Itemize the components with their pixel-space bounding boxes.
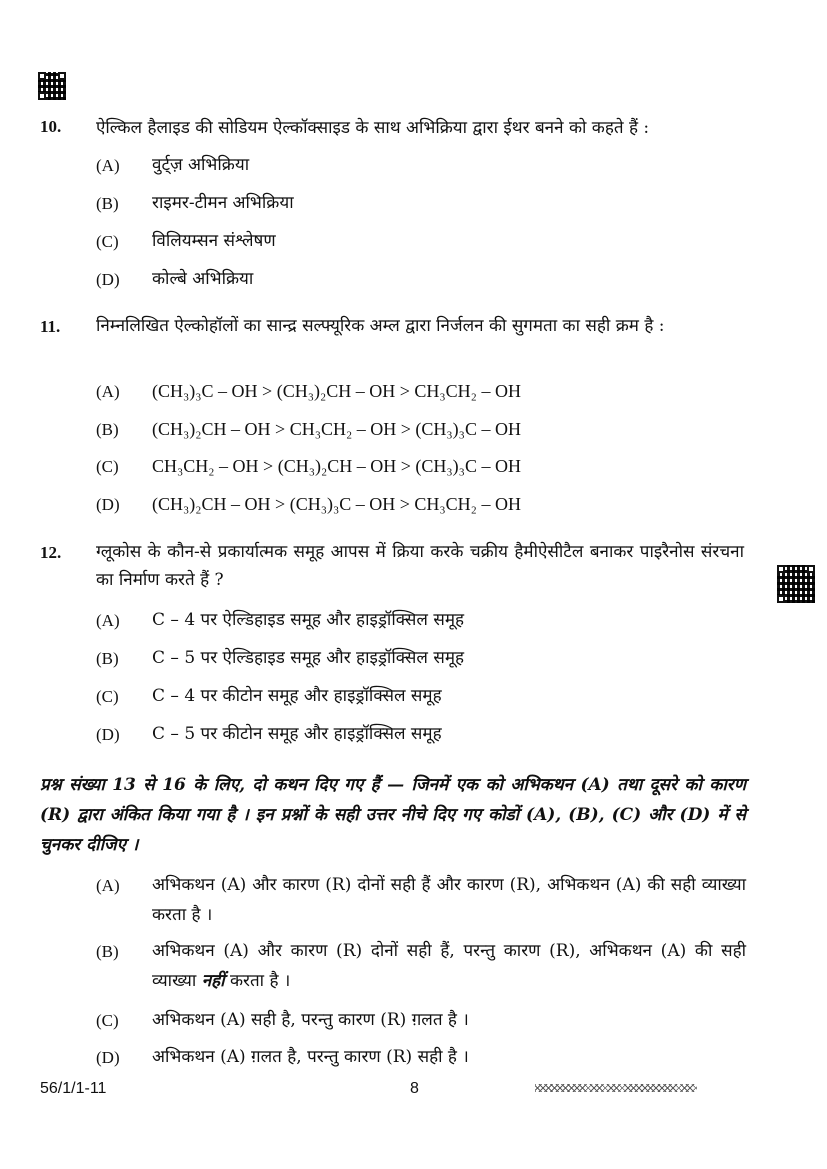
- question-number: 12.: [40, 543, 62, 562]
- option: [96, 382, 746, 406]
- option-text: विलियम्सन संश्लेषण: [152, 231, 276, 251]
- option-label: (A): [96, 156, 120, 175]
- qr-code-right: [777, 565, 815, 603]
- question-text: ग्लूकोस के कौन-से प्रकार्यात्मक समूह आपस में क्रिया करके चक्रीय हैमीऐसीटैल बनाकर पाइरैनोस संरचना का निर्माण करते हैं ?: [96, 542, 744, 590]
- option: [96, 270, 746, 294]
- code-option: [96, 942, 746, 996]
- option-text-part: अभिकथन (A) और कारण (R) दोनों सही हैं, परन्तु कारण (R), अभिकथन (A) की सही व्याख्या: [152, 941, 746, 991]
- option-label: (A): [96, 382, 120, 401]
- option: [96, 194, 746, 218]
- page-number: 8: [410, 1080, 419, 1097]
- paper-code: 56/1/1-11: [40, 1080, 107, 1097]
- option: [96, 725, 746, 749]
- option-label: (C): [96, 687, 119, 706]
- option-text: (CH₃)₃C – OH > (CH₃)₂CH – OH > CH₃CH₂ – OH: [152, 381, 521, 401]
- option-label: (D): [96, 1048, 120, 1067]
- option-label: (B): [96, 420, 119, 439]
- option: [96, 495, 746, 519]
- code-option: [96, 876, 746, 930]
- option: [96, 156, 746, 180]
- option-text: अभिकथन (A) सही है, परन्तु कारण (R) ग़लत है ।: [152, 1010, 469, 1030]
- option-text: C – 5 पर ऐल्डिहाइड समूह और हाइड्रॉक्सिल समूह: [152, 648, 465, 668]
- option-text: (CH₃)₂CH – OH > CH₃CH₂ – OH > (CH₃)₃C – OH: [152, 419, 521, 439]
- option-text: वुर्ट्ज़ अभिक्रिया: [152, 155, 250, 175]
- option: [96, 420, 746, 444]
- option-label: (B): [96, 649, 119, 668]
- option-text: C – 4 पर कीटोन समूह और हाइड्रॉक्सिल समूह: [152, 686, 442, 706]
- decorative-wavy-line: [535, 1084, 697, 1092]
- question-number: 10.: [40, 117, 62, 136]
- option: [96, 457, 746, 481]
- question-text: निम्नलिखित ऐल्कोहॉलों का सान्द्र सल्फ्यूरिक अम्ल द्वारा निर्जलन की सुगमता का सही क्रम है :: [96, 316, 665, 336]
- option-text: (CH₃)₂CH – OH > (CH₃)₃C – OH > CH₃CH₂ – OH: [152, 494, 521, 514]
- option-label: (D): [96, 495, 120, 514]
- option-label: (C): [96, 1011, 119, 1030]
- option-text: राइमर-टीमन अभिक्रिया: [152, 193, 294, 213]
- assertion-reason-instruction: प्रश्न संख्या 13 से 16 के लिए, दो कथन दिए गए हैं — जिनमें एक को अभिकथन (A) तथा दूसरे को कारण (R) द्वारा अंकित किया गया है । इन प्रश्नों के सही उत्तर नीचे दिए गए कोडों (A), (B), (C) और (D) में से चुनकर दीजिए ।: [40, 775, 746, 855]
- option: [96, 611, 746, 635]
- option-label: (A): [96, 611, 120, 630]
- option-label: (C): [96, 457, 119, 476]
- option-text: C – 4 पर ऐल्डिहाइड समूह और हाइड्रॉक्सिल समूह: [152, 610, 465, 630]
- code-option: [96, 1048, 746, 1072]
- option-text-part: करता है ।: [224, 971, 291, 991]
- option-label: (D): [96, 725, 120, 744]
- option-text: CH₃CH₂ – OH > (CH₃)₂CH – OH > (CH₃)₃C – OH: [152, 456, 521, 476]
- option-text: कोल्बे अभिक्रिया: [152, 269, 254, 289]
- question-number: 11.: [40, 317, 61, 336]
- option-label: (B): [96, 942, 119, 961]
- emphasis-text: नहीं: [201, 971, 225, 991]
- option: [96, 687, 746, 711]
- option-label: (D): [96, 270, 120, 289]
- option-text: [152, 936, 746, 996]
- option-label: (C): [96, 232, 119, 251]
- option-text: C – 5 पर कीटोन समूह और हाइड्रॉक्सिल समूह: [152, 724, 442, 744]
- option-label: (A): [96, 876, 120, 895]
- question-text: ऐल्किल हैलाइड की सोडियम ऐल्कॉक्साइड के साथ अभिक्रिया द्वारा ईथर बनने को कहते हैं :: [96, 118, 650, 138]
- code-option: [96, 1011, 746, 1035]
- option: [96, 649, 746, 673]
- qr-code-top-left: [38, 72, 66, 100]
- option: [96, 232, 746, 256]
- option-text: अभिकथन (A) और कारण (R) दोनों सही हैं और कारण (R), अभिकथन (A) की सही व्याख्या करता है ।: [152, 875, 746, 925]
- option-text: अभिकथन (A) ग़लत है, परन्तु कारण (R) सही है ।: [152, 1047, 469, 1067]
- option-label: (B): [96, 194, 119, 213]
